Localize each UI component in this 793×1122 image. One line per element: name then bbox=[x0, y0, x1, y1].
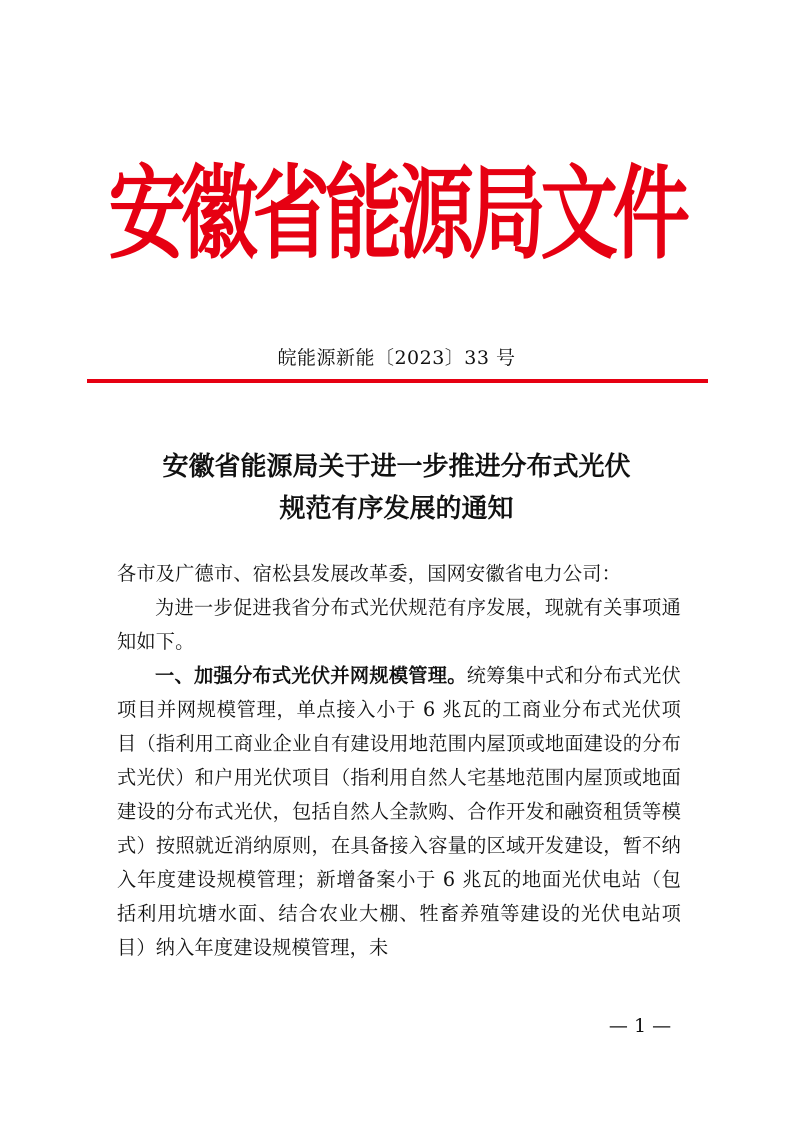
document-body bbox=[117, 557, 681, 965]
document-number: 皖能源新能〔2023〕33 号 bbox=[277, 347, 516, 369]
intro-paragraph: 为进一步促进我省分布式光伏规范有序发展，现就有关事项通知如下。 bbox=[117, 596, 681, 653]
section-1-paragraph bbox=[117, 659, 681, 965]
red-divider-line bbox=[87, 379, 708, 383]
page-number: — 1 — bbox=[608, 1015, 672, 1037]
document-title bbox=[0, 446, 793, 530]
section-1-text: 统筹集中式和分布式光伏项目并网规模管理，单点接入小于 6 兆瓦的工商业分布式光伏项目（指利用工商业企业自有建设用地范围内屋顶或地面建设的分布式光伏）和户用光伏项目（指利用自然人宅基地范围内屋顶或地面建设的分布式光伏，包括自然人全款购、合作开发和融资租赁等模式）按照就近消纳原则，在具备接入容量的区域开发建设，暂不纳入年度建设规模管理；新增备案小于 6 兆瓦的地面光伏电站（包括利用坑塘水面、结合农业大棚、牲畜养殖等建设的光伏电站项目）纳入年度建设规模管理，未 bbox=[117, 664, 682, 959]
section-1-heading: 一、加强分布式光伏并网规模管理。 bbox=[155, 664, 467, 687]
title-line-1: 安徽省能源局关于进一步推进分布式光伏 bbox=[162, 452, 631, 482]
addressee-line: 各市及广德市、宿松县发展改革委，国网安徽省电力公司： bbox=[117, 562, 622, 585]
title-line-2: 规范有序发展的通知 bbox=[279, 494, 514, 524]
document-masthead: 安徽省能源局文件 bbox=[108, 155, 685, 274]
